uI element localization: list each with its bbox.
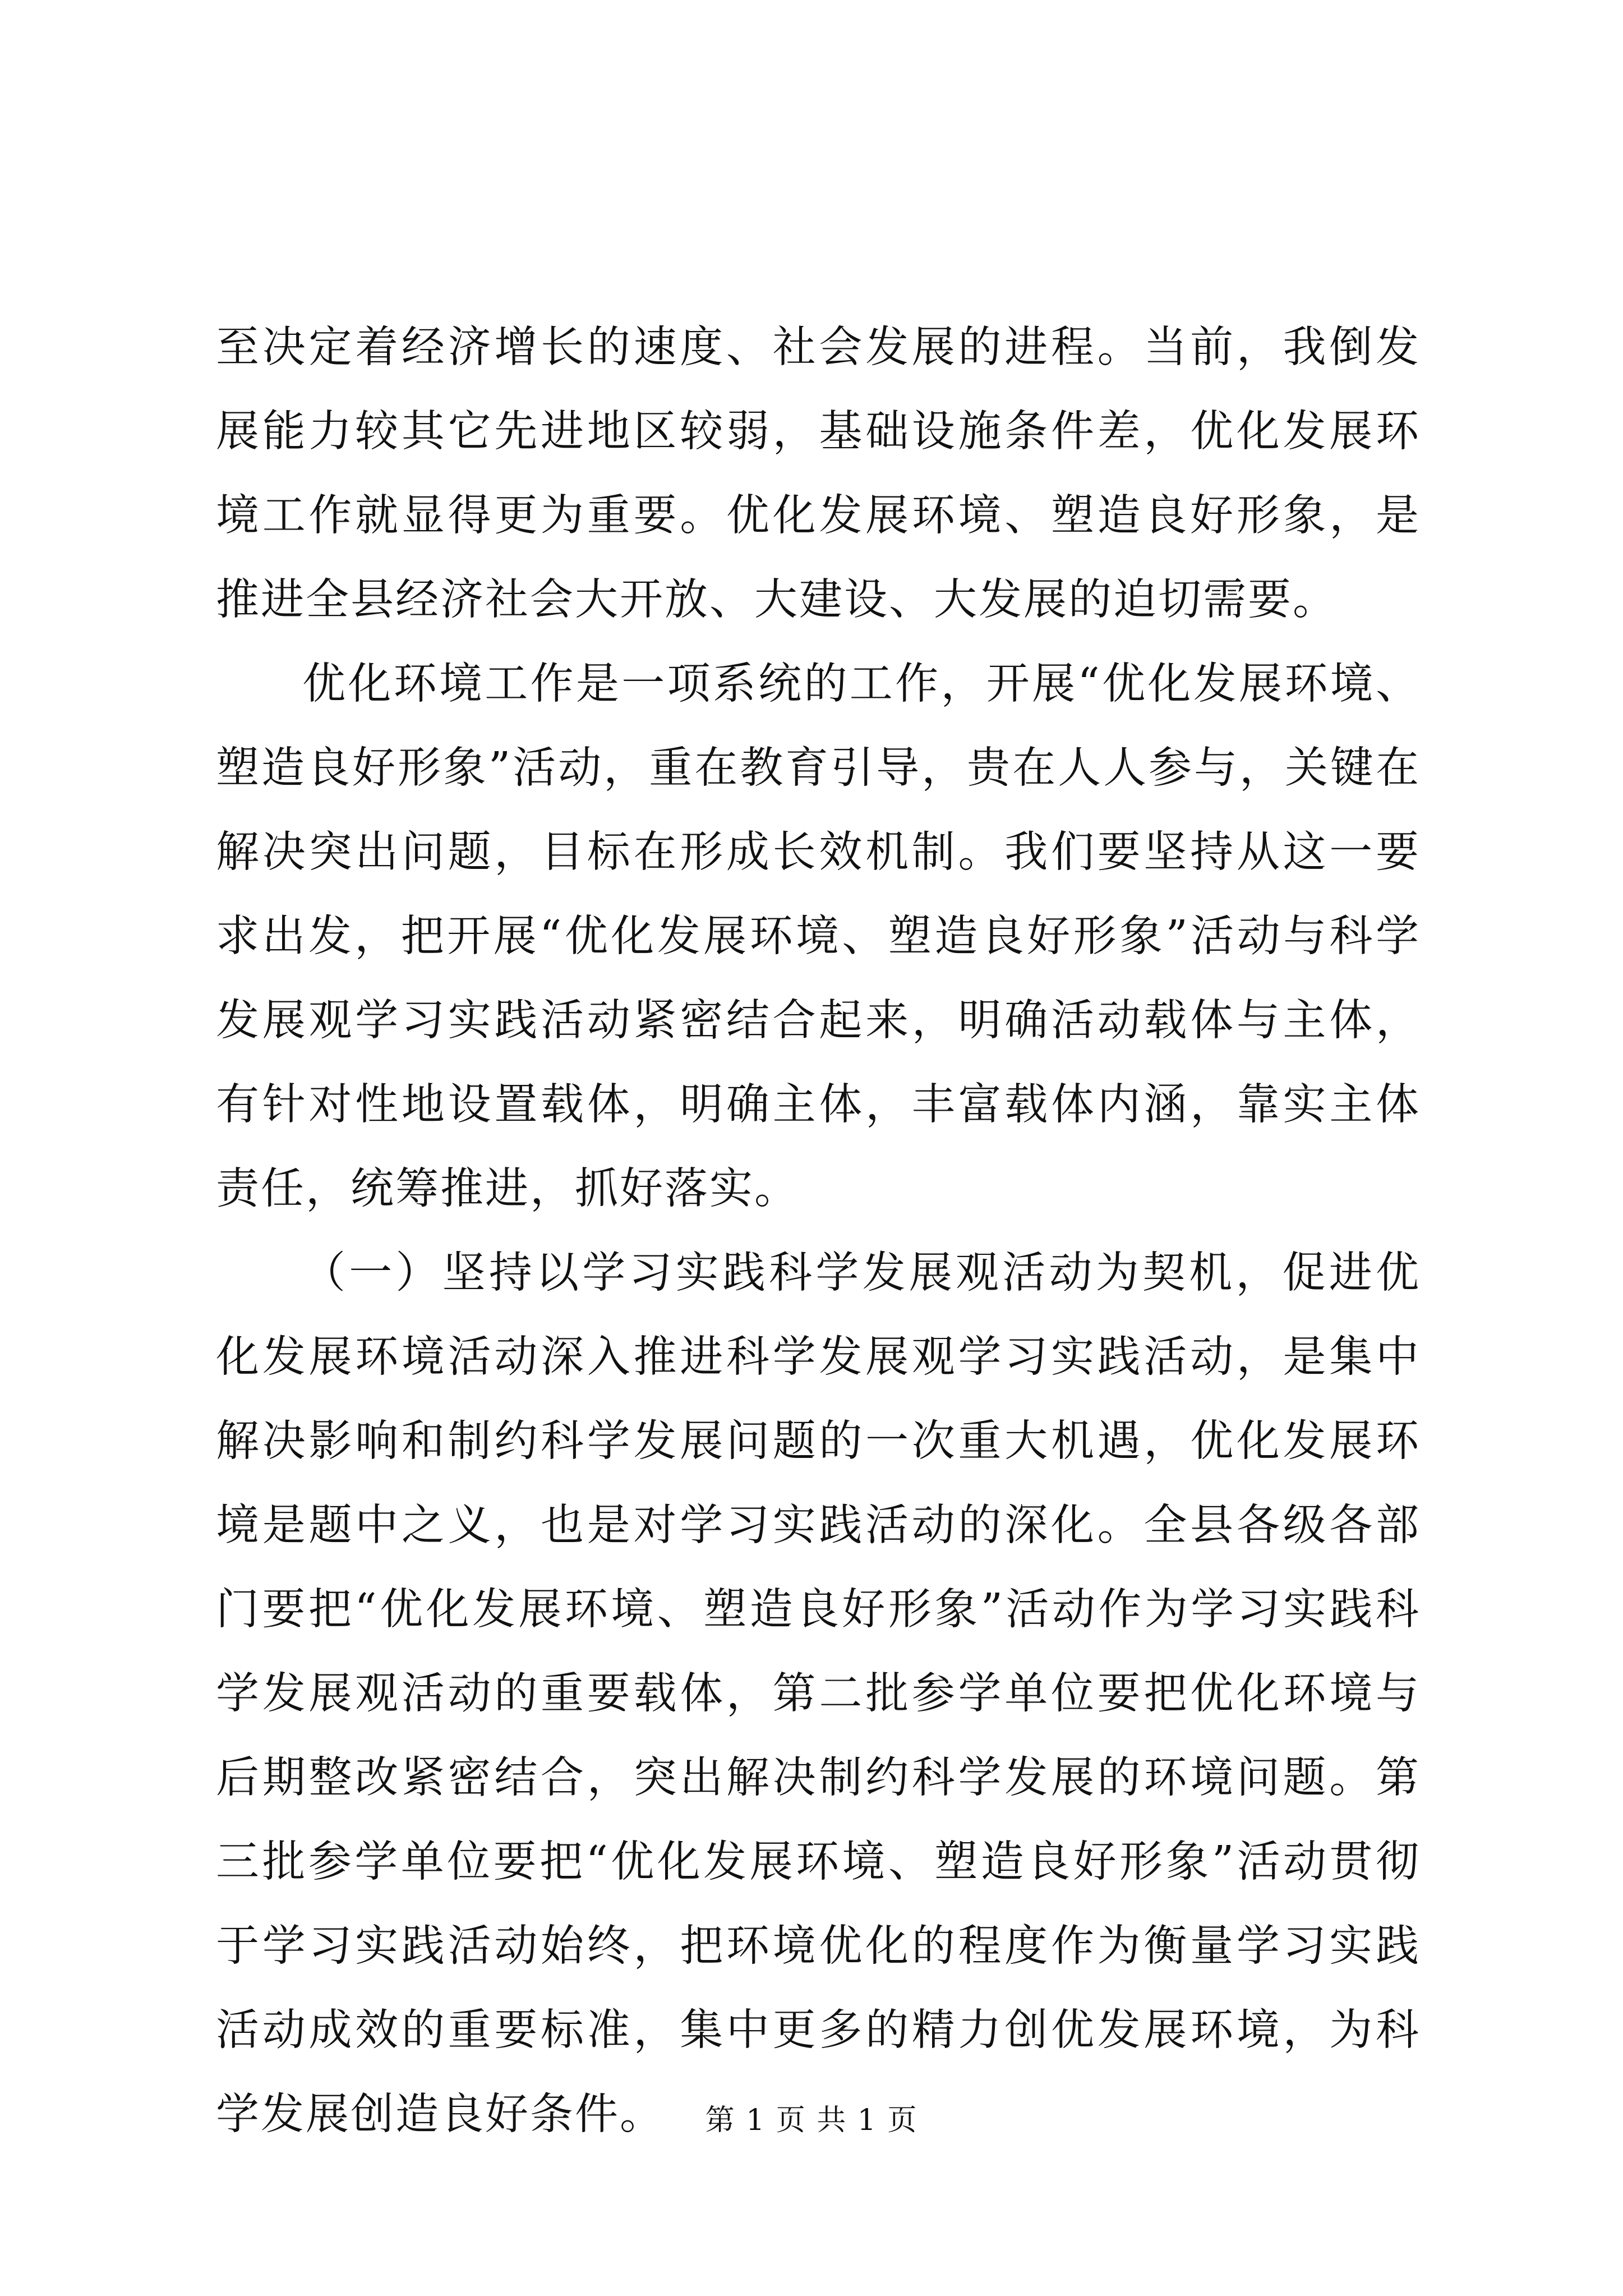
document-body bbox=[216, 306, 1421, 2157]
paragraph-3: （一）坚持以学习实践科学发展观活动为契机，促进优化发展环境活动深入推进科学发展观学习实践活动，是集中解决影响和制约科学发展问题的一次重大机遇，优化发展环境是题中之义，也是对学习实践活动的深化。全县各级各部门要把“优化发展环境、塑造良好形象”活动作为学习实践科学发展观活动的重要载体，第二批参学单位要把优化环境与后期整改紧密结合，突出解决制约科学发展的环境问题。第三批参学单位要把“优化发展环境、塑造良好形象”活动贯彻于学习实践活动始终，把环境优化的程度作为衡量学习实践活动成效的重要标准，集中更多的精力创优发展环境，为科学发展创造良好条件。 bbox=[216, 1248, 1421, 2139]
page-footer: 第 1 页 共 1 页 bbox=[705, 2104, 918, 2137]
paragraph-2: 优化环境工作是一项系统的工作，开展“优化发展环境、塑造良好形象”活动，重在教育引导，贵在人人参与，关键在解决突出问题，目标在形成长效机制。我们要坚持从这一要求出发，把开展“优化发展环境、塑造良好形象”活动与科学发展观学习实践活动紧密结合起来，明确活动载体与主体，有针对性地设置载体，明确主体，丰富载体内涵，靠实主体责任，统筹推进，抓好落实。 bbox=[216, 659, 1421, 1214]
paragraph-1: 至决定着经济增长的速度、社会发展的进程。当前，我倒发展能力较其它先进地区较弱，基础设施条件差，优化发展环境工作就显得更为重要。优化发展环境、塑造良好形象，是推进全县经济社会大开放、大建设、大发展的迫切需要。 bbox=[216, 323, 1421, 625]
